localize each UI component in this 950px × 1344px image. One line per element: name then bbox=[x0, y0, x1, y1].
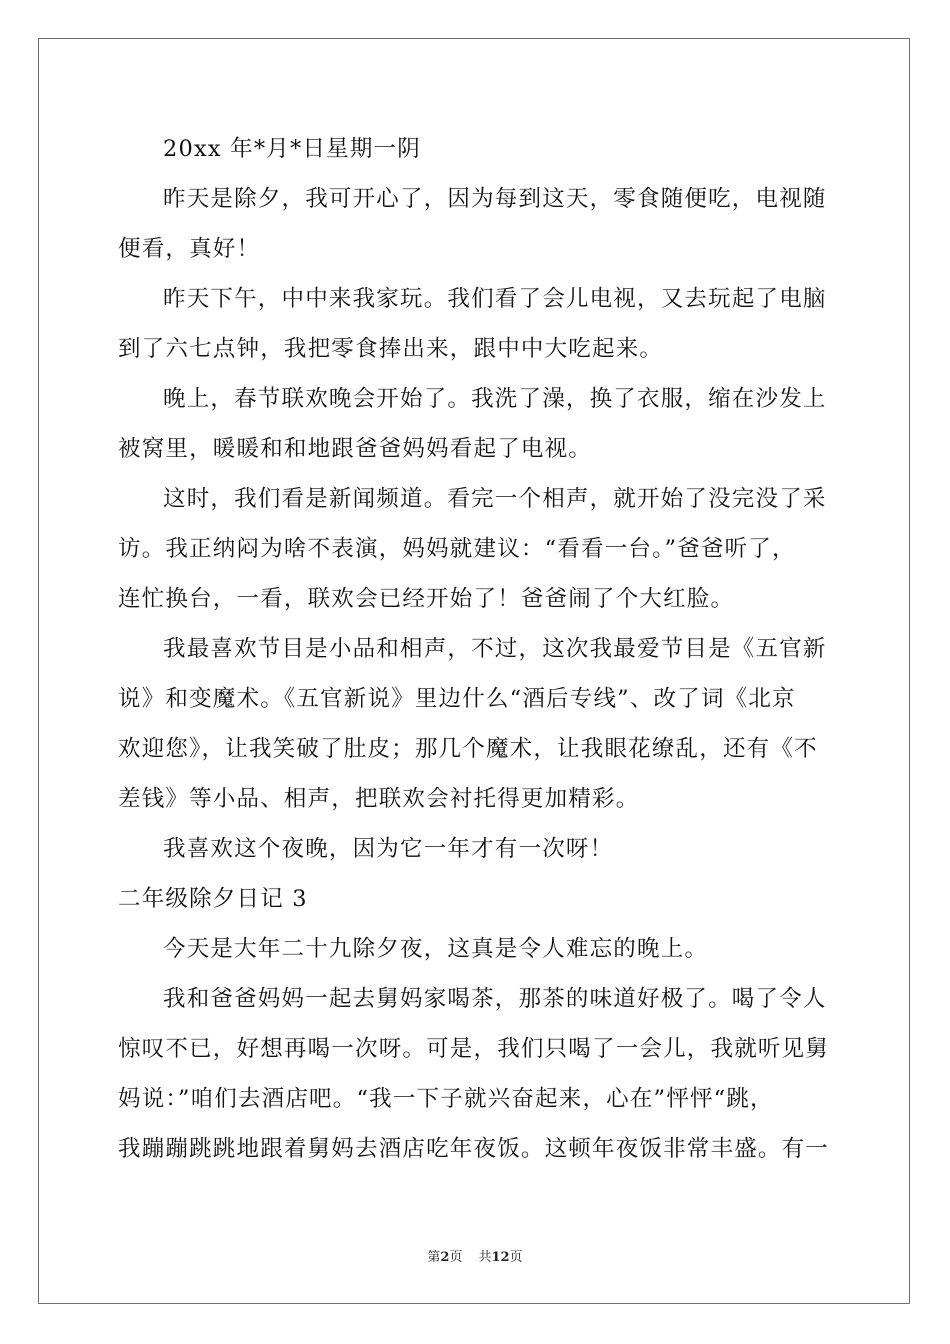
text-line: 我和爸爸妈妈一起去舅妈家喝茶，那茶的味道好极了。喝了令人 bbox=[163, 986, 827, 1012]
total-page-number: 12 bbox=[491, 1250, 510, 1265]
text-line: 昨天是除夕，我可开心了，因为每到这天，零食随便吃，电视随 bbox=[163, 186, 827, 212]
text-line: 便看，真好！ bbox=[118, 236, 261, 262]
current-page-number: 2 bbox=[440, 1250, 450, 1265]
text-line: 20xx 年*月*日星期一阴 bbox=[163, 136, 421, 162]
text-line: 这时，我们看是新闻频道。看完一个相声，就开始了没完没了采 bbox=[163, 486, 827, 512]
text-line: 差钱》等小品、相声，把联欢会衬托得更加精彩。 bbox=[118, 786, 640, 812]
text-line: 二年级除夕日记 3 bbox=[118, 886, 308, 912]
text-line: 我最喜欢节目是小品和相声，不过，这次我最爱节目是《五官新 bbox=[163, 636, 827, 662]
text-line: 说》和变魔术。《五官新说》里边什么“酒后专线”、改了词《北京 bbox=[118, 686, 796, 712]
text-line: 昨天下午，中中来我家玩。我们看了会儿电视，又去玩起了电脑 bbox=[163, 286, 827, 312]
document-body bbox=[118, 124, 834, 1174]
text-line: 我蹦蹦跳跳地跟着舅妈去酒店吃年夜饭。这顿年夜饭非常丰盛。有一 bbox=[118, 1136, 830, 1162]
text-line: 访。我正纳闷为啥不表演，妈妈就建议：“看看一台。”爸爸听了， bbox=[118, 536, 796, 562]
text-line: 连忙换台，一看，联欢会已经开始了！爸爸闹了个大红脸。 bbox=[118, 586, 735, 612]
text-line: 今天是大年二十九除夕夜，这真是令人难忘的晚上。 bbox=[163, 936, 709, 962]
text-line: 妈说：”咱们去酒店吧。“我一下子就兴奋起来，心在”怦怦“跳， bbox=[118, 1086, 774, 1112]
text-line: 欢迎您》，让我笑破了肚皮；那几个魔术，让我眼花缭乱，还有《不 bbox=[118, 736, 818, 762]
total-label-suffix: 页 bbox=[509, 1250, 523, 1265]
page-label-prefix: 第 bbox=[427, 1250, 441, 1265]
text-line: 晚上，春节联欢晚会开始了。我洗了澡，换了衣服，缩在沙发上 bbox=[163, 386, 827, 412]
total-label-prefix: 共 bbox=[478, 1250, 492, 1265]
page-label-suffix: 页 bbox=[449, 1250, 463, 1265]
text-line: 我喜欢这个夜晚，因为它一年才有一次呀！ bbox=[163, 836, 614, 862]
text-line: 被窝里，暖暖和和地跟爸爸妈妈看起了电视。 bbox=[118, 436, 593, 462]
text-line: 惊叹不已，好想再喝一次呀。可是，我们只喝了一会儿，我就听见舅 bbox=[118, 1036, 830, 1062]
text-line: 到了六七点钟，我把零食捧出来，跟中中大吃起来。 bbox=[118, 336, 664, 362]
page-footer bbox=[0, 1246, 950, 1265]
